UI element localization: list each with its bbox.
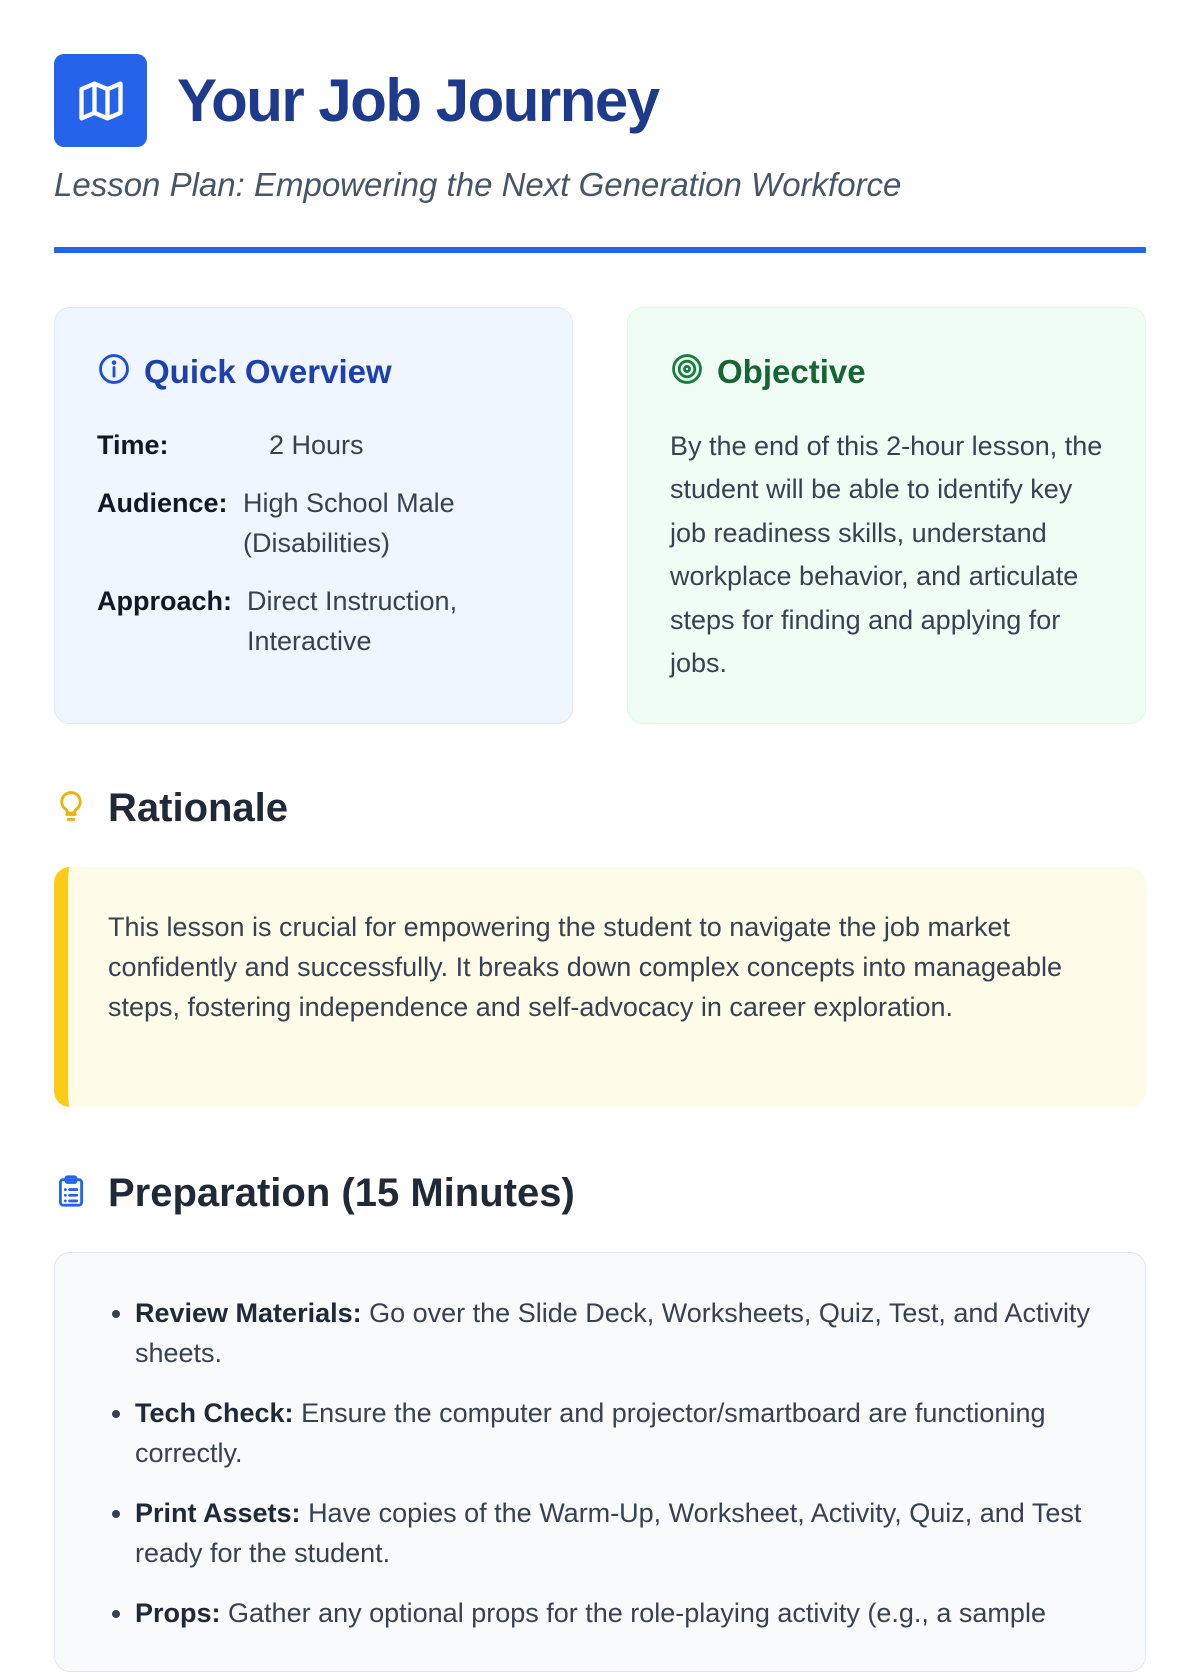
- clipboard-icon: [54, 1171, 88, 1216]
- item-label: Review Materials:: [135, 1297, 362, 1328]
- list-item: [135, 1593, 1105, 1633]
- item-text: Go over the Slide Deck, Worksheets, Quiz, Test, and Activity sheets.: [135, 1297, 1090, 1368]
- target-icon: [670, 352, 704, 391]
- overview-label: Time:: [97, 429, 169, 460]
- overview-label: Audience:: [97, 487, 228, 518]
- quick-overview-header: [97, 352, 530, 391]
- overview-value: High School Male (Disabilities): [243, 487, 455, 558]
- item-label: Props:: [135, 1597, 221, 1628]
- objective-header: [670, 352, 1103, 391]
- overview-row-time: [97, 425, 530, 465]
- preparation-header: [54, 1171, 1146, 1216]
- item-text: Gather any optional props for the role-playing activity (e.g., a sample: [228, 1597, 1046, 1628]
- preparation-heading: Preparation (15 Minutes): [108, 1171, 575, 1216]
- overview-row-audience: [97, 483, 530, 563]
- map-icon: [54, 54, 147, 147]
- rationale-heading: Rationale: [108, 786, 289, 831]
- quick-overview-heading: Quick Overview: [144, 352, 392, 390]
- item-text: Ensure the computer and projector/smartboard are functioning correctly.: [135, 1397, 1046, 1468]
- objective-text: By the end of this 2-hour lesson, the student will be able to identify key job readiness skills, understand workplace behavior, and articulate steps for finding and applying for jobs.: [670, 430, 1103, 679]
- info-icon: [97, 352, 131, 391]
- list-item: [135, 1493, 1105, 1573]
- item-label: Tech Check:: [135, 1397, 294, 1428]
- overview-value: 2 Hours: [269, 429, 364, 460]
- quick-overview-card: [54, 307, 573, 724]
- overview-value: Direct Instruction, Interactive: [247, 585, 458, 656]
- overview-label: Approach:: [97, 585, 232, 616]
- objective-heading: Objective: [717, 352, 866, 390]
- rationale-text: This lesson is crucial for empowering the student to navigate the job market confidently and successfully. It breaks down complex concepts into manageable steps, fostering independence and self-advocacy in career exploration.: [108, 911, 1063, 1022]
- page-subtitle: Lesson Plan: Empowering the Next Generation Workforce: [54, 166, 902, 203]
- rationale-header: [54, 786, 1146, 831]
- lightbulb-icon: [54, 786, 88, 831]
- item-text: Have copies of the Warm-Up, Worksheet, Activity, Quiz, and Test ready for the student.: [135, 1497, 1082, 1568]
- overview-row-approach: [97, 581, 530, 661]
- list-item: [135, 1293, 1105, 1373]
- preparation-list: [95, 1293, 1105, 1633]
- summary-cards: [54, 307, 1146, 724]
- rationale-callout: [54, 867, 1146, 1107]
- page-title: Your Job Journey: [177, 66, 659, 134]
- item-label: Print Assets:: [135, 1497, 301, 1528]
- page-header: [54, 54, 1146, 147]
- preparation-card: [54, 1252, 1146, 1672]
- objective-card: [627, 307, 1146, 724]
- header-divider: [54, 247, 1146, 253]
- list-item: [135, 1393, 1105, 1473]
